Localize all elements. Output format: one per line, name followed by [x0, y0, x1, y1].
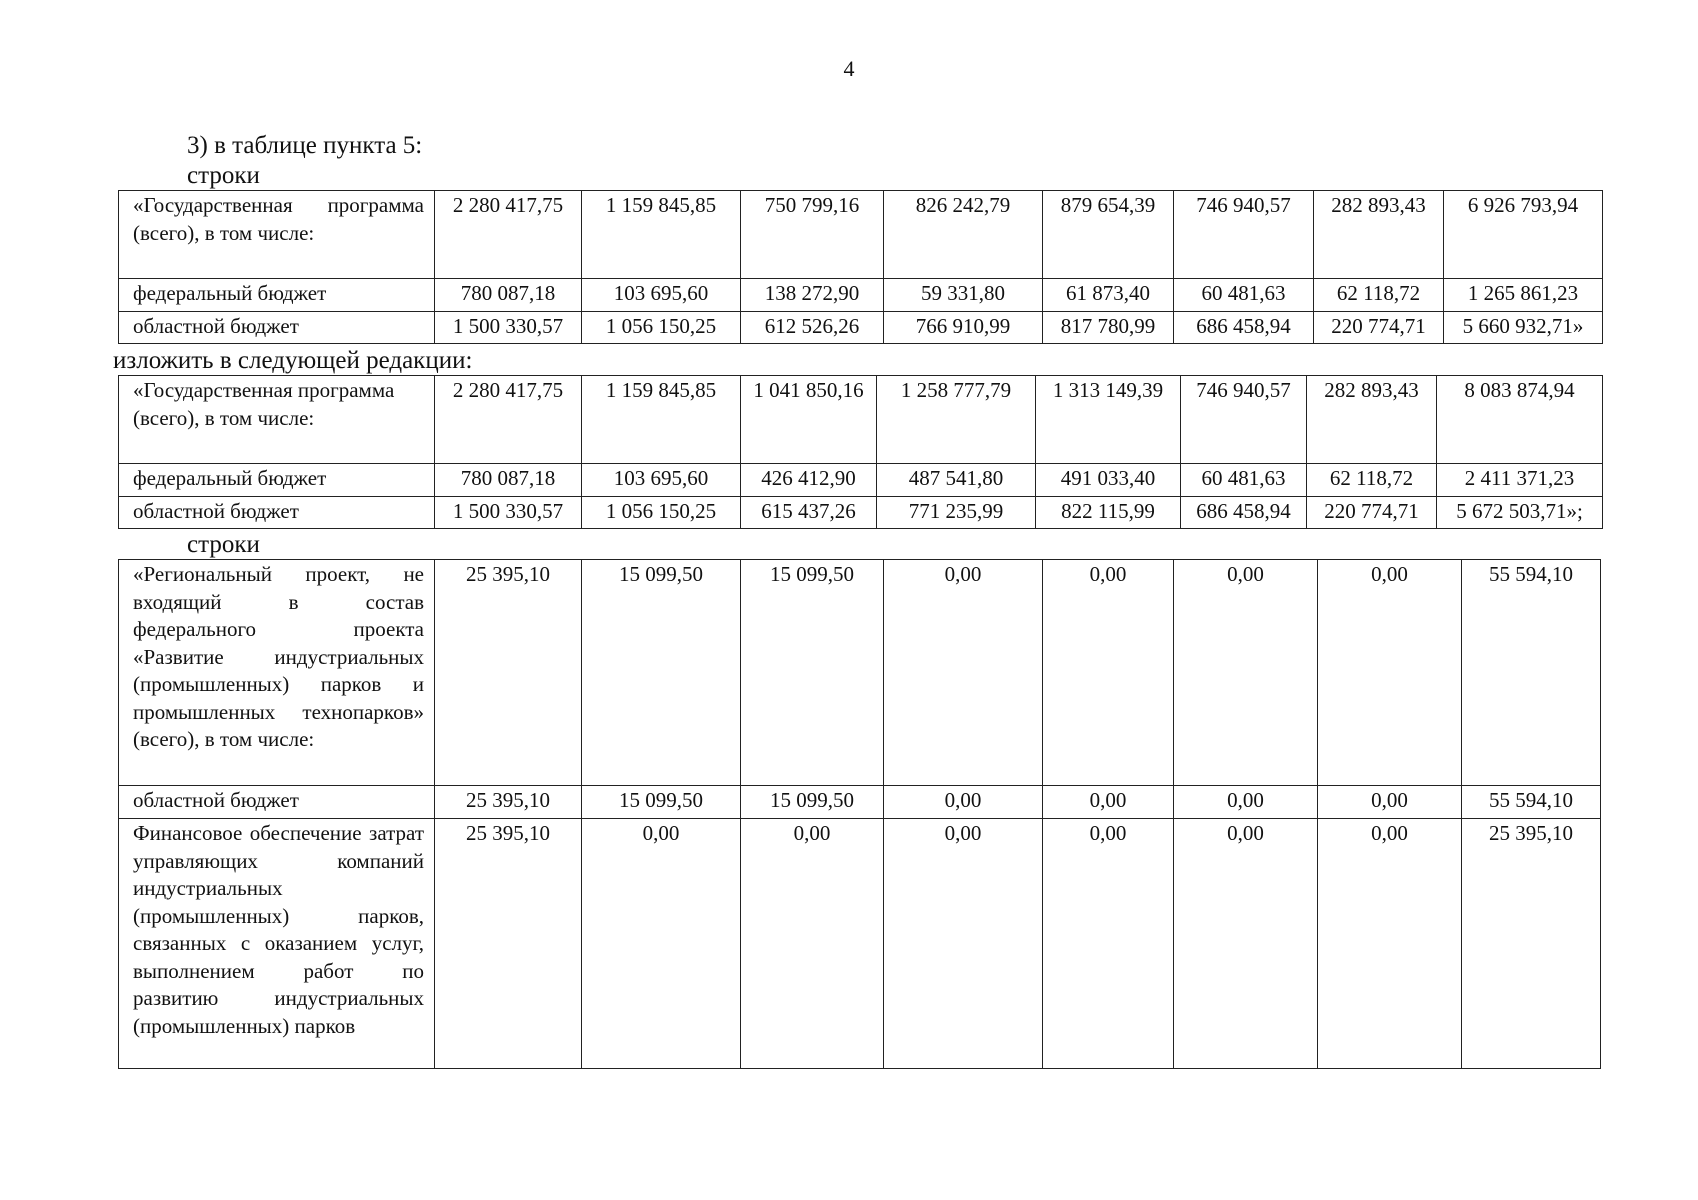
row-label-cell	[119, 279, 435, 312]
value-cell: 2 411 371,23	[1437, 464, 1603, 497]
table-row	[119, 819, 1601, 1069]
value-cell: 1 159 845,85	[582, 376, 741, 464]
value-cell: 0,00	[884, 786, 1043, 819]
item-heading: 3) в таблице пункта 5:	[187, 132, 423, 159]
value-cell: 491 033,40	[1036, 464, 1181, 497]
row-label: «Государственная программа (всего), в том числе:	[133, 193, 424, 245]
value-cell: 686 458,94	[1181, 497, 1307, 529]
row-label-cell	[119, 312, 435, 344]
value-cell: 60 481,63	[1181, 464, 1307, 497]
table-row	[119, 312, 1603, 344]
value-cell: 8 083 874,94	[1437, 376, 1603, 464]
value-cell: 487 541,80	[877, 464, 1036, 497]
value-cell: 0,00	[1043, 819, 1174, 1069]
value-cell: 282 893,43	[1314, 191, 1444, 279]
value-cell: 766 910,99	[884, 312, 1043, 344]
value-cell: 15 099,50	[741, 786, 884, 819]
value-cell: 826 242,79	[884, 191, 1043, 279]
value-cell: 5 660 932,71»	[1444, 312, 1603, 344]
value-cell: 103 695,60	[582, 464, 741, 497]
value-cell: 0,00	[884, 560, 1043, 786]
value-cell: 1 265 861,23	[1444, 279, 1603, 312]
value-cell: 62 118,72	[1314, 279, 1444, 312]
row-label: «Региональный проект, не входящий в состав федерального проекта «Развитие индустриальных (промышленных) парков и промышленных технопарков» (всего), в том числе:	[133, 562, 424, 751]
value-cell: 426 412,90	[741, 464, 877, 497]
row-label: областной бюджет	[133, 788, 299, 812]
value-cell: 615 437,26	[741, 497, 877, 529]
table-row	[119, 376, 1603, 464]
value-cell: 1 258 777,79	[877, 376, 1036, 464]
value-cell: 62 118,72	[1307, 464, 1437, 497]
value-cell: 25 395,10	[435, 560, 582, 786]
value-cell: 282 893,43	[1307, 376, 1437, 464]
replace-phrase: изложить в следующей редакции:	[113, 347, 473, 374]
value-cell: 61 873,40	[1043, 279, 1174, 312]
value-cell: 5 672 503,71»;	[1437, 497, 1603, 529]
row-label: областной бюджет	[133, 499, 299, 523]
table-row	[119, 464, 1603, 497]
value-cell: 780 087,18	[435, 464, 582, 497]
row-label: федеральный бюджет	[133, 466, 327, 490]
value-cell: 220 774,71	[1307, 497, 1437, 529]
row-label-cell	[119, 191, 435, 279]
value-cell: 0,00	[1174, 786, 1318, 819]
value-cell: 138 272,90	[741, 279, 884, 312]
row-label-cell	[119, 497, 435, 529]
table-row	[119, 786, 1601, 819]
value-cell: 817 780,99	[1043, 312, 1174, 344]
row-label: «Государственная программа (всего), в том числе:	[133, 378, 395, 430]
value-cell: 0,00	[1043, 560, 1174, 786]
value-cell: 1 500 330,57	[435, 312, 582, 344]
row-label: федеральный бюджет	[133, 281, 327, 305]
value-cell: 780 087,18	[435, 279, 582, 312]
table-row	[119, 560, 1601, 786]
value-cell: 771 235,99	[877, 497, 1036, 529]
rows-label-1: строки	[187, 162, 260, 189]
row-label-cell	[119, 464, 435, 497]
value-cell: 0,00	[582, 819, 741, 1069]
value-cell: 25 395,10	[1462, 819, 1601, 1069]
page-number: 4	[843, 56, 855, 81]
value-cell: 60 481,63	[1174, 279, 1314, 312]
value-cell: 750 799,16	[741, 191, 884, 279]
row-label: областной бюджет	[133, 314, 299, 338]
rows-label-2: строки	[187, 531, 260, 558]
table-project	[118, 559, 1601, 1069]
value-cell: 0,00	[741, 819, 884, 1069]
value-cell: 2 280 417,75	[435, 191, 582, 279]
table-row	[119, 279, 1603, 312]
value-cell: 0,00	[1318, 560, 1462, 786]
value-cell: 15 099,50	[582, 560, 741, 786]
value-cell: 746 940,57	[1174, 191, 1314, 279]
value-cell: 1 313 149,39	[1036, 376, 1181, 464]
value-cell: 0,00	[1174, 560, 1318, 786]
table-new	[118, 375, 1603, 529]
value-cell: 1 056 150,25	[582, 312, 741, 344]
value-cell: 15 099,50	[582, 786, 741, 819]
value-cell: 879 654,39	[1043, 191, 1174, 279]
value-cell: 0,00	[1318, 786, 1462, 819]
value-cell: 25 395,10	[435, 786, 582, 819]
value-cell: 1 159 845,85	[582, 191, 741, 279]
value-cell: 0,00	[884, 819, 1043, 1069]
value-cell: 103 695,60	[582, 279, 741, 312]
value-cell: 59 331,80	[884, 279, 1043, 312]
value-cell: 15 099,50	[741, 560, 884, 786]
value-cell: 746 940,57	[1181, 376, 1307, 464]
value-cell: 0,00	[1174, 819, 1318, 1069]
row-label-cell	[119, 819, 435, 1069]
table-row	[119, 191, 1603, 279]
value-cell: 1 056 150,25	[582, 497, 741, 529]
value-cell: 2 280 417,75	[435, 376, 582, 464]
value-cell: 686 458,94	[1174, 312, 1314, 344]
table-old	[118, 190, 1603, 344]
table-row	[119, 497, 1603, 529]
value-cell: 55 594,10	[1462, 560, 1601, 786]
row-label-cell	[119, 560, 435, 786]
value-cell: 55 594,10	[1462, 786, 1601, 819]
value-cell: 612 526,26	[741, 312, 884, 344]
row-label-cell	[119, 786, 435, 819]
value-cell: 25 395,10	[435, 819, 582, 1069]
value-cell: 6 926 793,94	[1444, 191, 1603, 279]
row-label-cell	[119, 376, 435, 464]
value-cell: 220 774,71	[1314, 312, 1444, 344]
value-cell: 822 115,99	[1036, 497, 1181, 529]
value-cell: 1 500 330,57	[435, 497, 582, 529]
value-cell: 0,00	[1318, 819, 1462, 1069]
value-cell: 1 041 850,16	[741, 376, 877, 464]
row-label: Финансовое обеспечение затрат управляющих компаний индустриальных (промышленных) парков, связанных с оказанием услуг, выполнением работ по развитию индустриальных (промышленных) парков	[133, 821, 424, 1038]
value-cell: 0,00	[1043, 786, 1174, 819]
